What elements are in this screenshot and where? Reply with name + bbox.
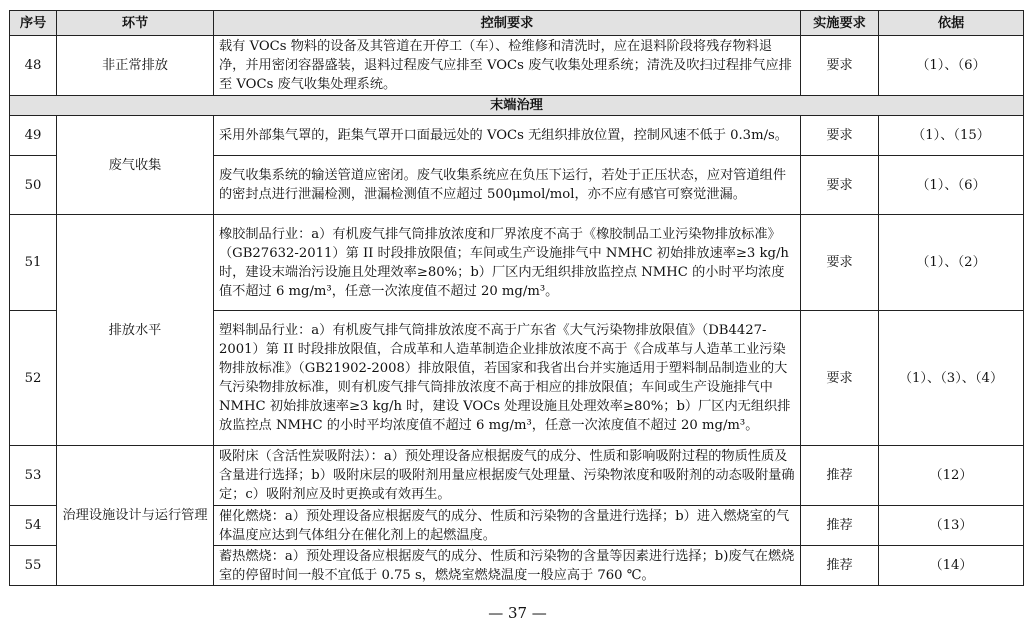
implementation-cell: 要求 <box>801 215 879 311</box>
basis-cell: （1）、（3）、（4） <box>879 311 1024 446</box>
implementation-cell: 推荐 <box>801 506 879 546</box>
requirement-cell: 蓄热燃烧：a）预处理设备应根据废气的成分、性质和污染物的含量等因素进行选择；b)废气在燃烧室的停留时间一般不宜低于 0.75 s，燃烧室燃烧温度一般应高于 760 ℃。 <box>214 546 801 586</box>
table-row <box>10 446 1024 506</box>
basis-cell: （1）、（15） <box>879 116 1024 156</box>
row-number: 48 <box>10 36 57 96</box>
implementation-cell: 推荐 <box>801 446 879 506</box>
row-number: 53 <box>10 446 57 506</box>
requirement-cell: 塑料制品行业：a）有机废气排气筒排放浓度不高于广东省《大气污染物排放限值》（DB4427-2001）第 II 时段排放限值，合成革和人造革制造企业排放浓度不高于《合成革与人造革工业污染物排放标准》（GB21902-2008）排放限值，若国家和我省出台并实施适用于塑料制品制造业的大气污染物排放标准，则有机废气排气筒排放浓度不高于相应的排放限值；车间或生产设施排气中 NMHC 初始排放速率≥3 kg/h 时，建设 VOCs 处理设施且处理效率≥80%；b）厂区内无组织排放监控点 NMHC 的小时平均浓度值不超过 6 mg/m³，任意一次浓度值不超过 20 mg/m³。 <box>214 311 801 446</box>
header-implementation: 实施要求 <box>801 11 879 36</box>
implementation-cell: 推荐 <box>801 546 879 586</box>
implementation-cell: 要求 <box>801 116 879 156</box>
section-row <box>10 96 1024 116</box>
basis-cell: （1）、（2） <box>879 215 1024 311</box>
table-row <box>10 36 1024 96</box>
table-header-row <box>10 11 1024 36</box>
basis-cell: （14） <box>879 546 1024 586</box>
stage-cell: 排放水平 <box>57 215 214 446</box>
basis-cell: （1）、（6） <box>879 36 1024 96</box>
page-number: — 37 — <box>488 604 547 622</box>
requirement-cell: 废气收集系统的输送管道应密闭。废气收集系统应在负压下运行，若处于正压状态，应对管道组件的密封点进行泄漏检测，泄漏检测值不应超过 500μmol/mol，亦不应有感官可察觉泄漏。 <box>214 156 801 215</box>
requirement-cell: 吸附床（含活性炭吸附法）：a）预处理设备应根据废气的成分、性质和影响吸附过程的物质性质及含量进行选择；b）吸附床层的吸附剂用量应根据废气处理量、污染物浓度和吸附剂的动态吸附量确定；c）吸附剂应及时更换或有效再生。 <box>214 446 801 506</box>
stage-cell: 废气收集 <box>57 116 214 215</box>
implementation-cell: 要求 <box>801 311 879 446</box>
stage-cell: 治理设施设计与运行管理 <box>57 446 214 586</box>
row-number: 50 <box>10 156 57 215</box>
regulation-table <box>9 10 1024 586</box>
row-number: 54 <box>10 506 57 546</box>
row-number: 55 <box>10 546 57 586</box>
header-basis: 依据 <box>879 11 1024 36</box>
section-title: 末端治理 <box>10 96 1024 116</box>
basis-cell: （13） <box>879 506 1024 546</box>
requirement-cell: 采用外部集气罩的，距集气罩开口面最远处的 VOCs 无组织排放位置，控制风速不低于 0.3m/s。 <box>214 116 801 156</box>
table-row <box>10 116 1024 156</box>
requirement-cell: 催化燃烧：a）预处理设备应根据废气的成分、性质和污染物的含量进行选择；b）进入燃烧室的气体温度应达到气体组分在催化剂上的起燃温度。 <box>214 506 801 546</box>
row-number: 51 <box>10 215 57 311</box>
row-number: 52 <box>10 311 57 446</box>
table-row <box>10 215 1024 311</box>
implementation-cell: 要求 <box>801 156 879 215</box>
requirement-cell: 载有 VOCs 物料的设备及其管道在开停工（车）、检维修和清洗时，应在退料阶段将残存物料退净，并用密闭容器盛装，退料过程废气应排至 VOCs 废气收集处理系统；清洗及吹扫过程排气应排至 VOCs 废气收集处理系统。 <box>214 36 801 96</box>
header-no: 序号 <box>10 11 57 36</box>
stage-cell: 非正常排放 <box>57 36 214 96</box>
basis-cell: （12） <box>879 446 1024 506</box>
requirement-cell: 橡胶制品行业：a）有机废气排气筒排放浓度和厂界浓度不高于《橡胶制品工业污染物排放标准》（GB27632-2011）第 II 时段排放限值；车间或生产设施排气中 NMHC 初始排放速率≥3 kg/h 时，建设末端治污设施且处理效率≥80%；b）厂区内无组织排放监控点 NMHC 的小时平均浓度值不超过 6 mg/m³，任意一次浓度值不超过 20 mg/m³。 <box>214 215 801 311</box>
implementation-cell: 要求 <box>801 36 879 96</box>
header-control: 控制要求 <box>214 11 801 36</box>
row-number: 49 <box>10 116 57 156</box>
header-stage: 环节 <box>57 11 214 36</box>
basis-cell: （1）、（6） <box>879 156 1024 215</box>
